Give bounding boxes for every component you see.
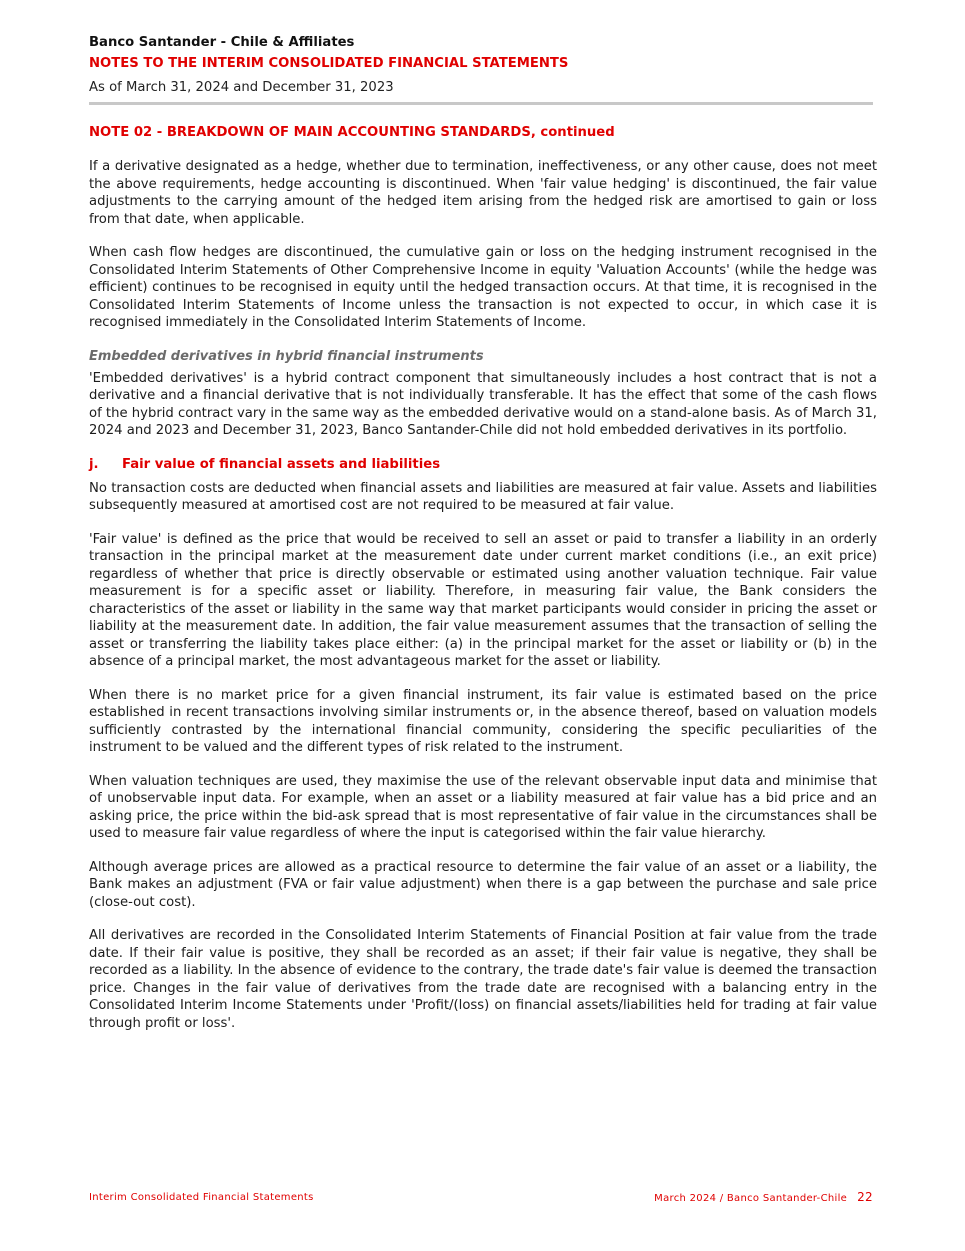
page-body (89, 124, 877, 1048)
paragraph-cash-flow-hedges: When cash flow hedges are discontinued, the cumulative gain or loss on the hedging instrument recognised in the Consolidated Interim Statements of Other Comprehensive Income in equity 'Valuation Accounts' (while the hedge was efficient) continues to be recognised in equity until the hedged transaction occurs. At that time, it is recognised in the Consolidated Interim Statements of Income unless the transaction is not expected to occur, in which case it is recognised immediately in the Consolidated Interim Statements of Income. (89, 245, 877, 330)
footer-right (654, 1190, 873, 1204)
page-footer (89, 1190, 873, 1206)
company-name: Banco Santander - Chile & Affiliates (89, 35, 355, 50)
paragraph-no-market-price: When there is no market price for a given financial instrument, its fair value is estimated based on the price established in recent transactions involving similar instruments or, in the absence thereof, based on valuation models sufficiently contrasted by the international financial community, considering the specific peculiarities of the instrument to be valued and the different types of risk related to the instrument. (89, 687, 877, 755)
paragraph-valuation-techniques: When valuation techniques are used, they maximise the use of the relevant observable input data and minimise that of unobservable input data. For example, when an asset or a liability measured at fair value has a bid price and an asking price, the price within the bid-ask spread that is most representative of fair value in the circumstances shall be used to measure fair value regardless of where the input is categorised within the fair value hierarchy. (89, 773, 877, 841)
reporting-date: As of March 31, 2024 and December 31, 2023 (89, 80, 394, 95)
paragraph-transaction-costs: No transaction costs are deducted when financial assets and liabilities are measured at fair value. Assets and liabilities subsequently measured at amortised cost are not required to be measured at fair value. (89, 480, 877, 513)
subheading-embedded-derivatives: Embedded derivatives in hybrid financial instruments (89, 348, 484, 364)
section-letter: j. (89, 456, 99, 472)
section-title: Fair value of financial assets and liabilities (122, 456, 441, 472)
note-heading: NOTE 02 - BREAKDOWN OF MAIN ACCOUNTING STANDARDS, continued (89, 125, 615, 140)
paragraph-embedded-derivatives: 'Embedded derivatives' is a hybrid contract component that simultaneously includes a host contract that is not a derivative and a financial derivative that is not individually transferable. It has the effect that some of the cash flows of the hybrid contract vary in the same way as the embedded derivative would on a stand-alone basis. As of March 31, 2024 and 2023 and December 31, 2023, Banco Santander-Chile did not hold embedded derivatives in its portfolio. (89, 370, 877, 438)
header-divider (89, 102, 873, 105)
footer-document-title: Interim Consolidated Financial Statements (89, 1192, 314, 1203)
paragraph-hedge-discontinued: If a derivative designated as a hedge, whether due to termination, ineffectiveness, or any other cause, does not meet the above requirements, hedge accounting is discontinued. When 'fair value hedging' is discontinued, the fair value adjustments to the carrying amount of the hedged item arising from the hedged risk are amortised to gain or loss from that date, when applicable. (89, 159, 877, 227)
page-header (89, 33, 873, 105)
notes-title: NOTES TO THE INTERIM CONSOLIDATED FINANCIAL STATEMENTS (89, 56, 569, 71)
section-heading-j (89, 456, 877, 474)
paragraph-derivatives-recorded: All derivatives are recorded in the Consolidated Interim Statements of Financial Position at fair value from the trade date. If their fair value is positive, they shall be recorded as an asset; if their fair value is negative, they shall be recorded as a liability. In the absence of evidence to the contrary, the trade date's fair value is deemed the transaction price. Changes in the fair value of derivatives from the trade date are recognised with a balancing entry in the Consolidated Interim Income Statements under 'Profit/(loss) on financial assets/liabilities held for trading at fair value through profit or loss'. (89, 928, 877, 1031)
paragraph-average-prices: Although average prices are allowed as a practical resource to determine the fair value of an asset or a liability, the Bank makes an adjustment (FVA or fair value adjustment) when there is a gap between the purchase and sale price (close-out cost). (89, 859, 877, 910)
paragraph-fair-value-definition: 'Fair value' is defined as the price that would be received to sell an asset or paid to transfer a liability in an orderly transaction in the principal market at the measurement date under current market conditions (i.e., an exit price) regardless of whether that price is directly observable or estimated using another valuation technique. Fair value measurement is for a specific asset or liability. Therefore, in measuring fair value, the Bank considers the characteristics of the asset or liability in the same way that market participants would consider in pricing the asset or liability at the measurement date. In addition, the fair value measurement assumes that the transaction of selling the asset or transferring the liability takes place either: (a) in the principal market for the asset or liability or (b) in the absence of a principal market, the most advantageous market for the asset or liability. (89, 531, 877, 669)
page-number: 22 (857, 1190, 873, 1204)
footer-date-entity: March 2024 / Banco Santander-Chile (654, 1193, 848, 1204)
